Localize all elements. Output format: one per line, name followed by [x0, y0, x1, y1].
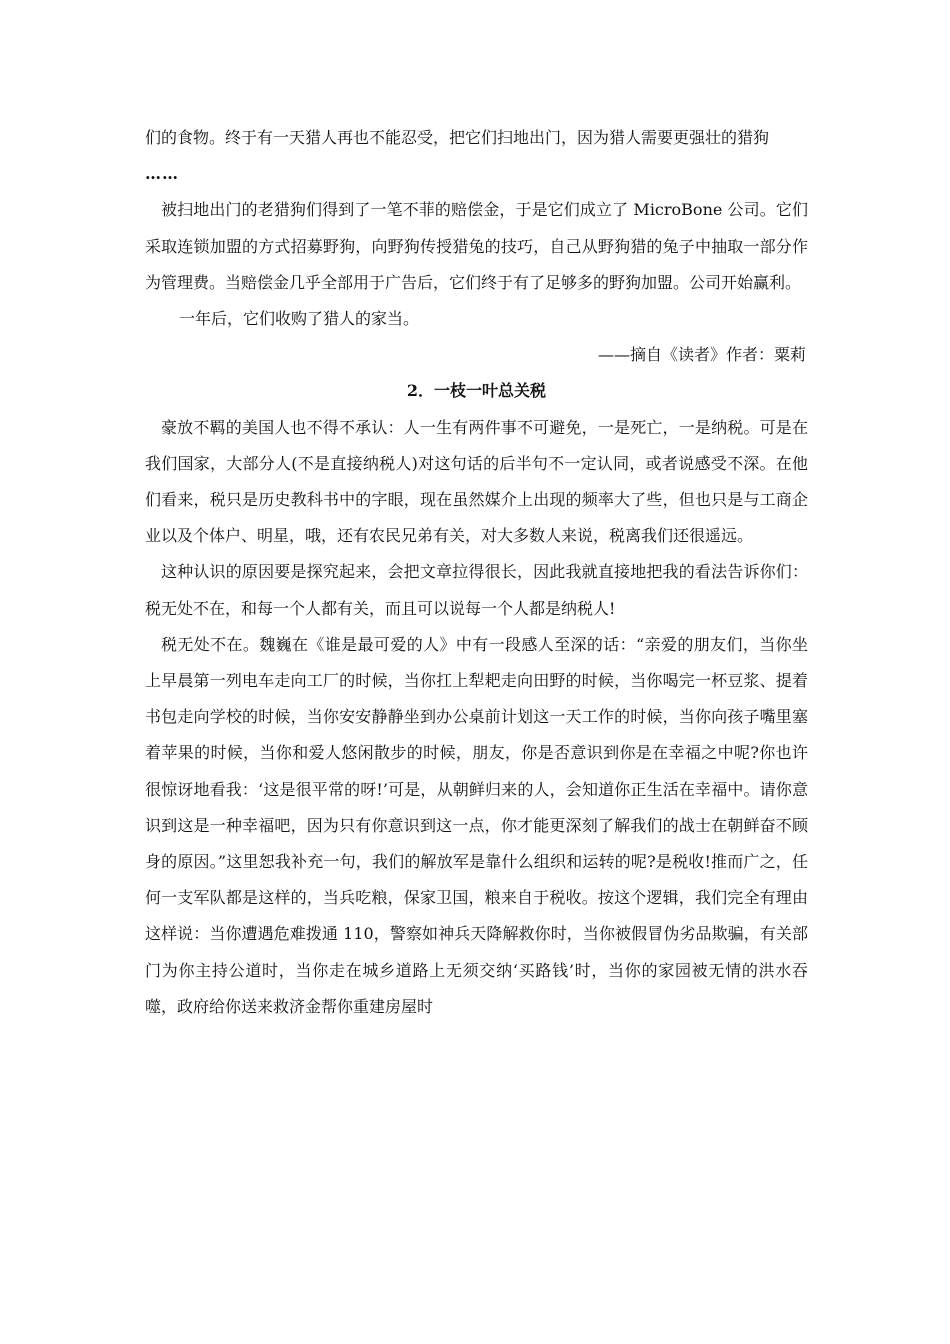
paragraph-tax-everywhere: 税无处不在。魏巍在《谁是最可爱的人》中有一段感人至深的话：“亲爱的朋友们，当你坐上早晨第一列电车走向工厂的时候，当你扛上犁耙走向田野的时候，当你喝完一杯豆浆、提着书包走向学校的时候，当你安安静静坐到办公桌前计划这一天工作的时候，当你向孩子嘴里塞着苹果的时候，当你和爱人悠闲散步的时候，朋友，你是否意识到你是在幸福之中呢?你也许很惊讶地看我：‘这是很平常的呀!’可是，从朝鲜归来的人，会知道你正生活在幸福中。请你意识到这是一种幸福吧，因为只有你意识到这一点，你才能更深刻了解我们的战士在朝鲜奋不顾身的原因。”这里恕我补充一句，我们的解放军是靠什么组织和运转的呢?是税收!推而广之，任何一支军队都是这样的，当兵吃粮，保家卫国，粮来自于税收。按这个逻辑，我们完全有理由这样说：当你遭遇危难拨通 110，警察如神兵天降解救你时，当你被假冒伪劣品欺骗，有关部门为你主持公道时，当你走在城乡道路上无须交纳‘买路钱’时，当你的家园被无情的洪水吞噬，政府给你送来救济金帮你重建房屋时 — [145, 634, 808, 1016]
paragraph-one-year-later: 一年后，它们收购了猎人的家当。 — [179, 309, 420, 329]
ellipsis-line: …… — [145, 164, 179, 184]
paragraph-microbone: 被扫地出门的老猎狗们得到了一笔不菲的赔偿金，于是它们成立了 MicroBone 公司。它们采取连锁加盟的方式招募野狗，向野狗传授猎兔的技巧，自己从野狗猎的兔子中抽取一部分作为管理费。当赔偿金几乎全部用于广告后，它们终于有了足够多的野狗加盟。公司开始赢利。 — [145, 200, 808, 292]
source-attribution: ——摘自《读者》作者：粟莉 — [597, 345, 806, 365]
paragraph-tax-intro: 豪放不羁的美国人也不得不承认：人一生有两件事不可避免，一是死亡，一是纳税。可是在我们国家，大部分人(不是直接纳税人)对这句话的后半句不一定认同，或者说感受不深。在他们看来，税只是历史教科书中的字眼，现在虽然媒介上出现的频率大了些，但也只是与工商企业以及个体户、明星，哦，还有农民兄弟有关，对大多数人来说，税离我们还很遥远。 — [145, 417, 808, 546]
section-title: 2．一枝一叶总关税 — [406, 381, 547, 401]
paragraph-tax-view: 这种认识的原因要是探究起来，会把文章拉得很长，因此我就直接地把我的看法告诉你们：税无处不在，和每一个人都有关，而且可以说每一个人都是纳税人! — [145, 562, 808, 618]
document-page — [145, 120, 808, 1025]
paragraph-continuation: 们的食物。终于有一天猎人再也不能忍受，把它们扫地出门，因为猎人需要更强壮的猎狗 — [145, 128, 770, 147]
